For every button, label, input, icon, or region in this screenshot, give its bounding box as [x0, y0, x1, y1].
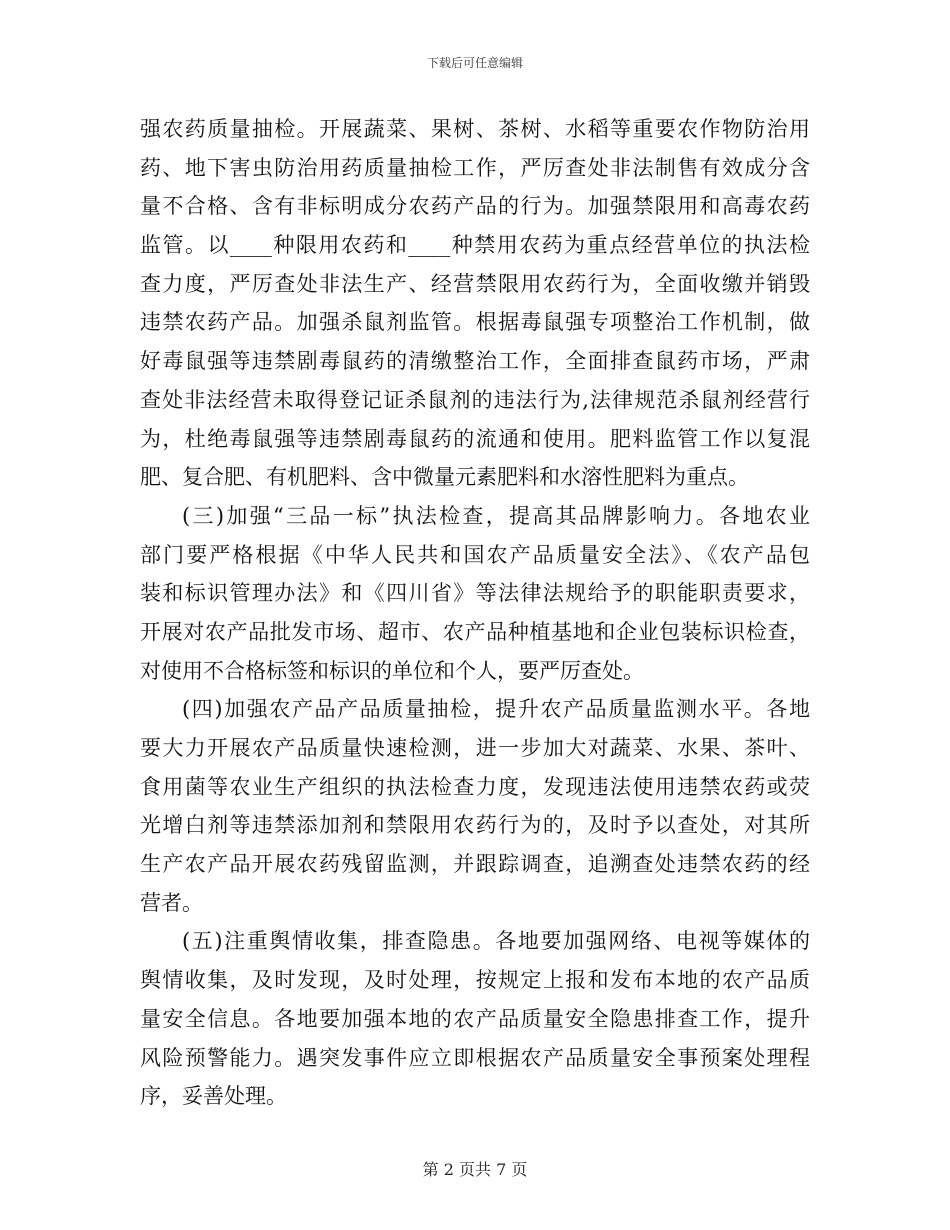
document-body — [140, 110, 810, 1116]
text-line: 序，妥善处理。 — [140, 1084, 287, 1109]
text-line: 量不合格、含有非标明成分农药产品的行为。加强禁限用和高毒农药 — [140, 194, 810, 219]
text-line: 监管。以____种限用农药和____种禁用农药为重点经营单位的执法检 — [140, 233, 810, 258]
text-line: 查处非法经营未取得登记证杀鼠剂的违法行为,法律规范杀鼠剂经营行 — [140, 387, 810, 412]
text-line: 生产农产品开展农药残留监测，并跟踪调查，追溯查处违禁农药的经 — [140, 852, 810, 877]
text-line: (四)加强农产品产品质量抽检，提升农产品质量监测水平。各地 — [182, 697, 810, 722]
page-header: 下载后可任意编辑 — [426, 56, 523, 70]
text-line: 装和标识管理办法》和《四川省》等法律法规给予的职能职责要求， — [140, 581, 810, 606]
text-line: 药、地下害虫防治用药质量抽检工作，严厉查处非法制售有效成分含 — [140, 155, 810, 180]
text-line: 食用菌等农业生产组织的执法检查力度，发现违法使用违禁农药或荧 — [140, 774, 810, 799]
paragraph-4 — [140, 922, 810, 1115]
text-line: 量安全信息。各地要加强本地的农产品质量安全隐患排查工作，提升 — [140, 1006, 810, 1031]
text-line: 肥、复合肥、有机肥料、含中微量元素肥料和水溶性肥料为重点。 — [140, 465, 749, 490]
text-line: 好毒鼠强等违禁剧毒鼠药的清缴整治工作，全面排查鼠药市场，严肃 — [140, 349, 810, 374]
text-line: 强农药质量抽检。开展蔬菜、果树、茶树、水稻等重要农作物防治用 — [140, 117, 810, 141]
text-line: 舆情收集，及时发现，及时处理，按规定上报和发布本地的农产品质 — [140, 968, 810, 993]
paragraph-3 — [140, 690, 810, 922]
text-line: 要大力开展农产品质量快速检测，进一步加大对蔬菜、水果、茶叶、 — [140, 736, 810, 760]
text-line: 风险预警能力。遇突发事件应立即根据农产品质量安全事预案处理程 — [140, 1045, 810, 1070]
text-line: 营者。 — [140, 890, 203, 915]
text-line: 查力度，严厉查处非法生产、经营禁限用农药行为，全面收缴并销毁 — [140, 271, 810, 296]
text-line: 为，杜绝毒鼠强等违禁剧毒鼠药的流通和使用。肥料监管工作以复混 — [140, 426, 810, 451]
text-line: 光增白剂等违禁添加剂和禁限用农药行为的，及时予以查处，对其所 — [140, 813, 810, 838]
paragraph-2 — [140, 497, 810, 690]
text-line: (三)加强“三品一标”执法检查，提高其品牌影响力。各地农业 — [182, 503, 810, 528]
page-number-footer: 第 2 页共 7 页 — [422, 1160, 528, 1179]
paragraph-1 — [140, 110, 810, 497]
text-line: 违禁农药产品。加强杀鼠剂监管。根据毒鼠强专项整治工作机制，做 — [140, 310, 810, 335]
text-line: (五)注重舆情收集，排查隐患。各地要加强网络、电视等媒体的 — [182, 929, 810, 954]
text-line: 对使用不合格标签和标识的单位和个人，要严厉查处。 — [140, 658, 644, 683]
text-line: 开展对农产品批发市场、超市、农产品种植基地和企业包装标识检查， — [140, 619, 810, 644]
text-line: 部门要严格根据《中华人民共和国农产品质量安全法》、《农产品包 — [140, 542, 810, 567]
